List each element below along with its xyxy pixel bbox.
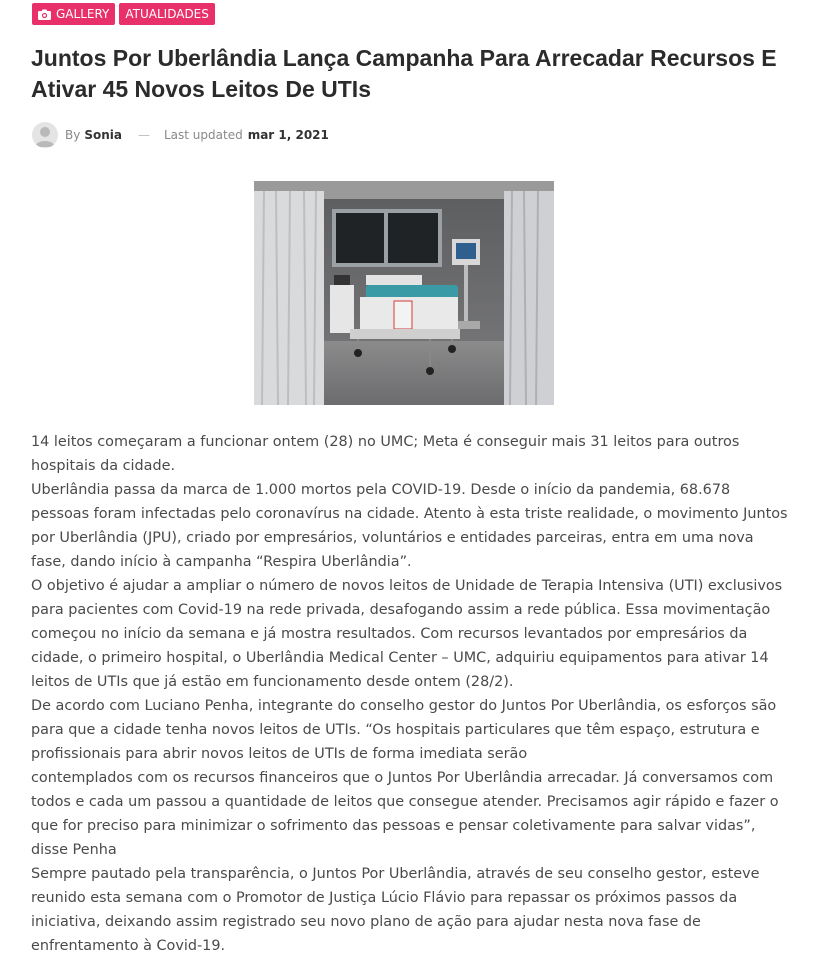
meta-separator: —: [137, 128, 150, 142]
article-paragraph: O objetivo é ajudar a ampliar o número de novos leitos de Unidade de Terapia Intensiva (UTI) exclusivos para pacientes com Covid-19 na rede privada, desafogando assim a rede pública. Essa movimentação começou no início da semana e já mostra resultados. Com recursos levantados por empresários da cidade, o primeiro hospital, o Uberlândia Medical Center – UMC, adquiriu equipamentos para ativar 14 leitos de UTIs que já estão em funcionamento desde ontem (28/2).: [31, 578, 783, 690]
category-tag-gallery[interactable]: [32, 3, 115, 25]
category-tag-atualidades[interactable]: [119, 3, 215, 25]
featured-image[interactable]: [254, 181, 554, 405]
byline-prefix: By: [65, 128, 81, 142]
article-paragraph: De acordo com Luciano Penha, integrante do conselho gestor do Juntos Por Uberlândia, os esforços são para que a cidade tenha novos leitos de UTIs. “Os hospitais particulares que têm espaço, estrutura e profissionais para abrir novos leitos de UTIs de forma imediata serão: [31, 698, 777, 762]
hospital-room-image: [254, 181, 554, 405]
article-title: Juntos Por Uberlândia Lança Campanha Para Arrecadar Recursos E Ativar 45 Novos Leitos De UTIs: [31, 45, 777, 102]
updated-date: mar 1, 2021: [247, 128, 329, 142]
article-paragraph: Sempre pautado pela transparência, o Juntos Por Uberlândia, através de seu conselho gestor, esteve reunido esta semana com o Promotor de Justiça Lúcio Flávio para repassar os próximos passos da iniciativa, deixando assim registrado seu novo plano de ação para ajudar nesta nova fase de enfrentamento à Covid-19.: [31, 866, 760, 954]
camera-icon: [38, 9, 51, 20]
user-icon: [32, 122, 58, 148]
article-paragraph: 14 leitos começaram a funcionar ontem (28) no UMC; Meta é conseguir mais 31 leitos para outros hospitais da cidade.: [31, 434, 740, 474]
article-paragraph: contemplados com os recursos financeiros que o Juntos Por Uberlândia arrecadar. Já conversamos com todos e cada um passou a quantidade de leitos que consegue atender. Precisamos agir rápido e fazer o que for preciso para minimizar o sofrimento das pessoas e pensar coletivamente para salvar vidas”, disse Penha: [31, 770, 779, 858]
article-paragraph: Uberlândia passa da marca de 1.000 mortos pela COVID-19. Desde o início da pandemia, 68.678 pessoas foram infectadas pelo coronavírus na cidade. Atento à esta triste realidade, o movimento Juntos por Uberlândia (JPU), criado por empresários, voluntários e entidades parceiras, entra em uma nova fase, dando início à campanha “Respira Uberlândia”.: [31, 482, 788, 570]
updated-label: Last updated: [163, 128, 243, 142]
author-avatar[interactable]: [32, 122, 58, 148]
category-tag-label: GALLERY: [56, 7, 110, 21]
category-tags: [32, 3, 215, 25]
article-body: [31, 430, 791, 958]
author-link[interactable]: Sonia: [84, 128, 122, 142]
post-meta: [32, 121, 329, 149]
category-tag-label: ATUALIDADES: [125, 7, 209, 21]
